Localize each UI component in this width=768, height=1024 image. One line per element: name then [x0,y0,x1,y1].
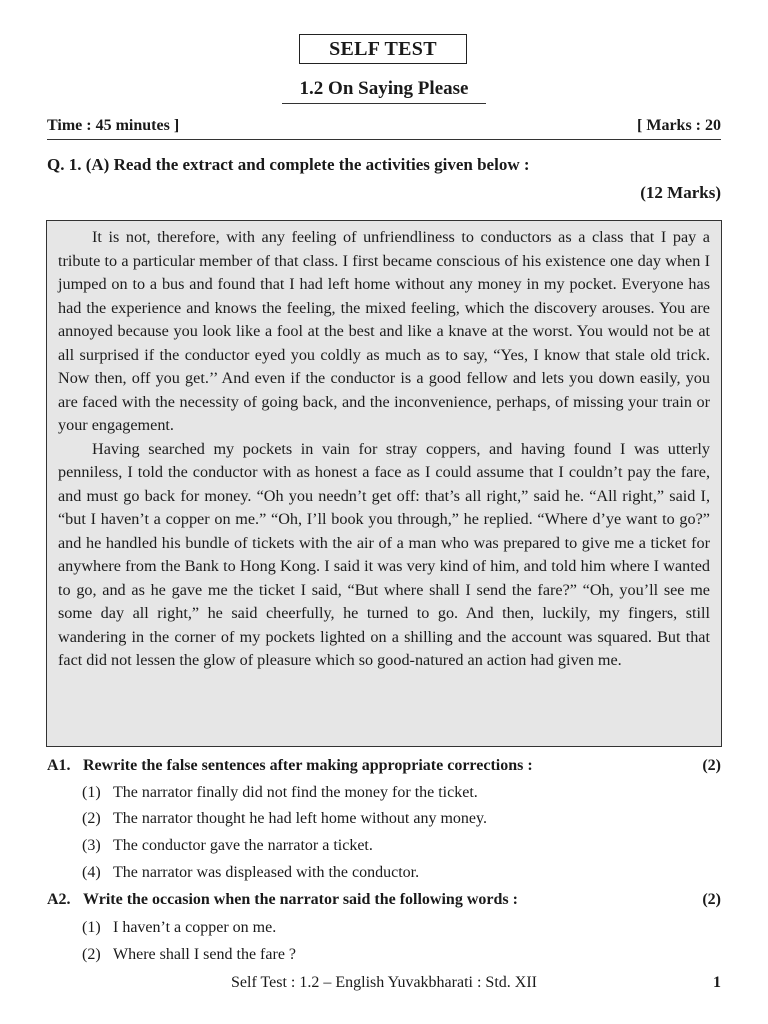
item-text: The narrator was displeased with the conductor. [113,864,420,881]
item-number: (1) [82,784,101,801]
extract-box [46,220,722,747]
extract-paragraph: Having searched my pockets in vain for stray coppers, and having found I was utterly penniless, I told the conductor with as honest a face as I could assume that I couldn’t pay the fare, and must go back for money. “Oh you needn’t get off: that’s all right,” said he. “All right,” said I, “but I haven’t a copper on me.” “Oh, I’ll book you through,” he replied. “Where d’ye want to go?” and he handled his bundle of tickets with the air of a man who was prepared to give me a ticket for anywhere from the Bank to Hong Kong. I said it was very kind of him, and told him where I wanted to go, and as he gave me the ticket I said, “But where shall I send the fare?” “Oh, you’ll see me some day all right,” he said cheerfully, he turned to go. And then, luckily, my fingers, still wandering in the corner of my pockets lighted on a shilling and the account was squared. But that fact did not lessen the glow of pleasure which so good-natured an action had given me. [58,439,710,669]
question-heading: Q. 1. (A) Read the extract and complete the activities given below : [47,155,530,174]
page-title: SELF TEST [299,34,467,64]
item-text: The narrator finally did not find the money for the ticket. [113,784,478,801]
item-text: I haven’t a copper on me. [113,919,277,936]
a1-marks: (2) [702,757,721,774]
item-number: (3) [82,837,101,854]
question-marks: (12 Marks) [640,183,721,202]
footer-text: Self Test : 1.2 – English Yuvakbharati : Std. XII [231,974,537,991]
a2-marks: (2) [702,891,721,908]
item-text: Where shall I send the fare ? [113,946,297,963]
extract-paragraph: It is not, therefore, with any feeling of unfriendliness to conductors as a class that I pay a tribute to a particular member of that class. I first became conscious of his existence one day when I jumped on to a bus and found that I had left home without any money in my pocket. Everyone has had the experience and knows the feeling, the mixed feeling, which the discovery arouses. You are annoyed because you look like a fool at the best and like a knave at the worst. You would not be at all surprised if the conductor eyed you coldly as much as to say, “Yes, I know that stale old trick. Now then, off you get.’’ And even if the conductor is a good fellow and lets you down easily, you are faced with the necessity of going back, and the inconvenience, perhaps, of missing your train or your engagement. [58,228,710,434]
marks-label: [ Marks : 20 [637,117,721,134]
page-footer [47,972,721,996]
a2-number: A2. [47,891,71,908]
item-text: The narrator thought he had left home without any money. [113,810,487,827]
a1-number: A1. [47,757,71,774]
lesson-title: 1.2 On Saying Please [282,76,486,104]
item-number: (2) [82,810,101,827]
item-text: The conductor gave the narrator a ticket. [113,837,373,854]
meta-row [47,113,721,140]
page-number: 1 [713,974,721,991]
item-number: (1) [82,919,101,936]
a2-text: Write the occasion when the narrator said the following words : [83,891,518,908]
a1-text: Rewrite the false sentences after making appropriate corrections : [83,757,533,774]
time-label: Time : 45 minutes ] [47,117,180,134]
item-number: (2) [82,946,101,963]
item-number: (4) [82,864,101,881]
